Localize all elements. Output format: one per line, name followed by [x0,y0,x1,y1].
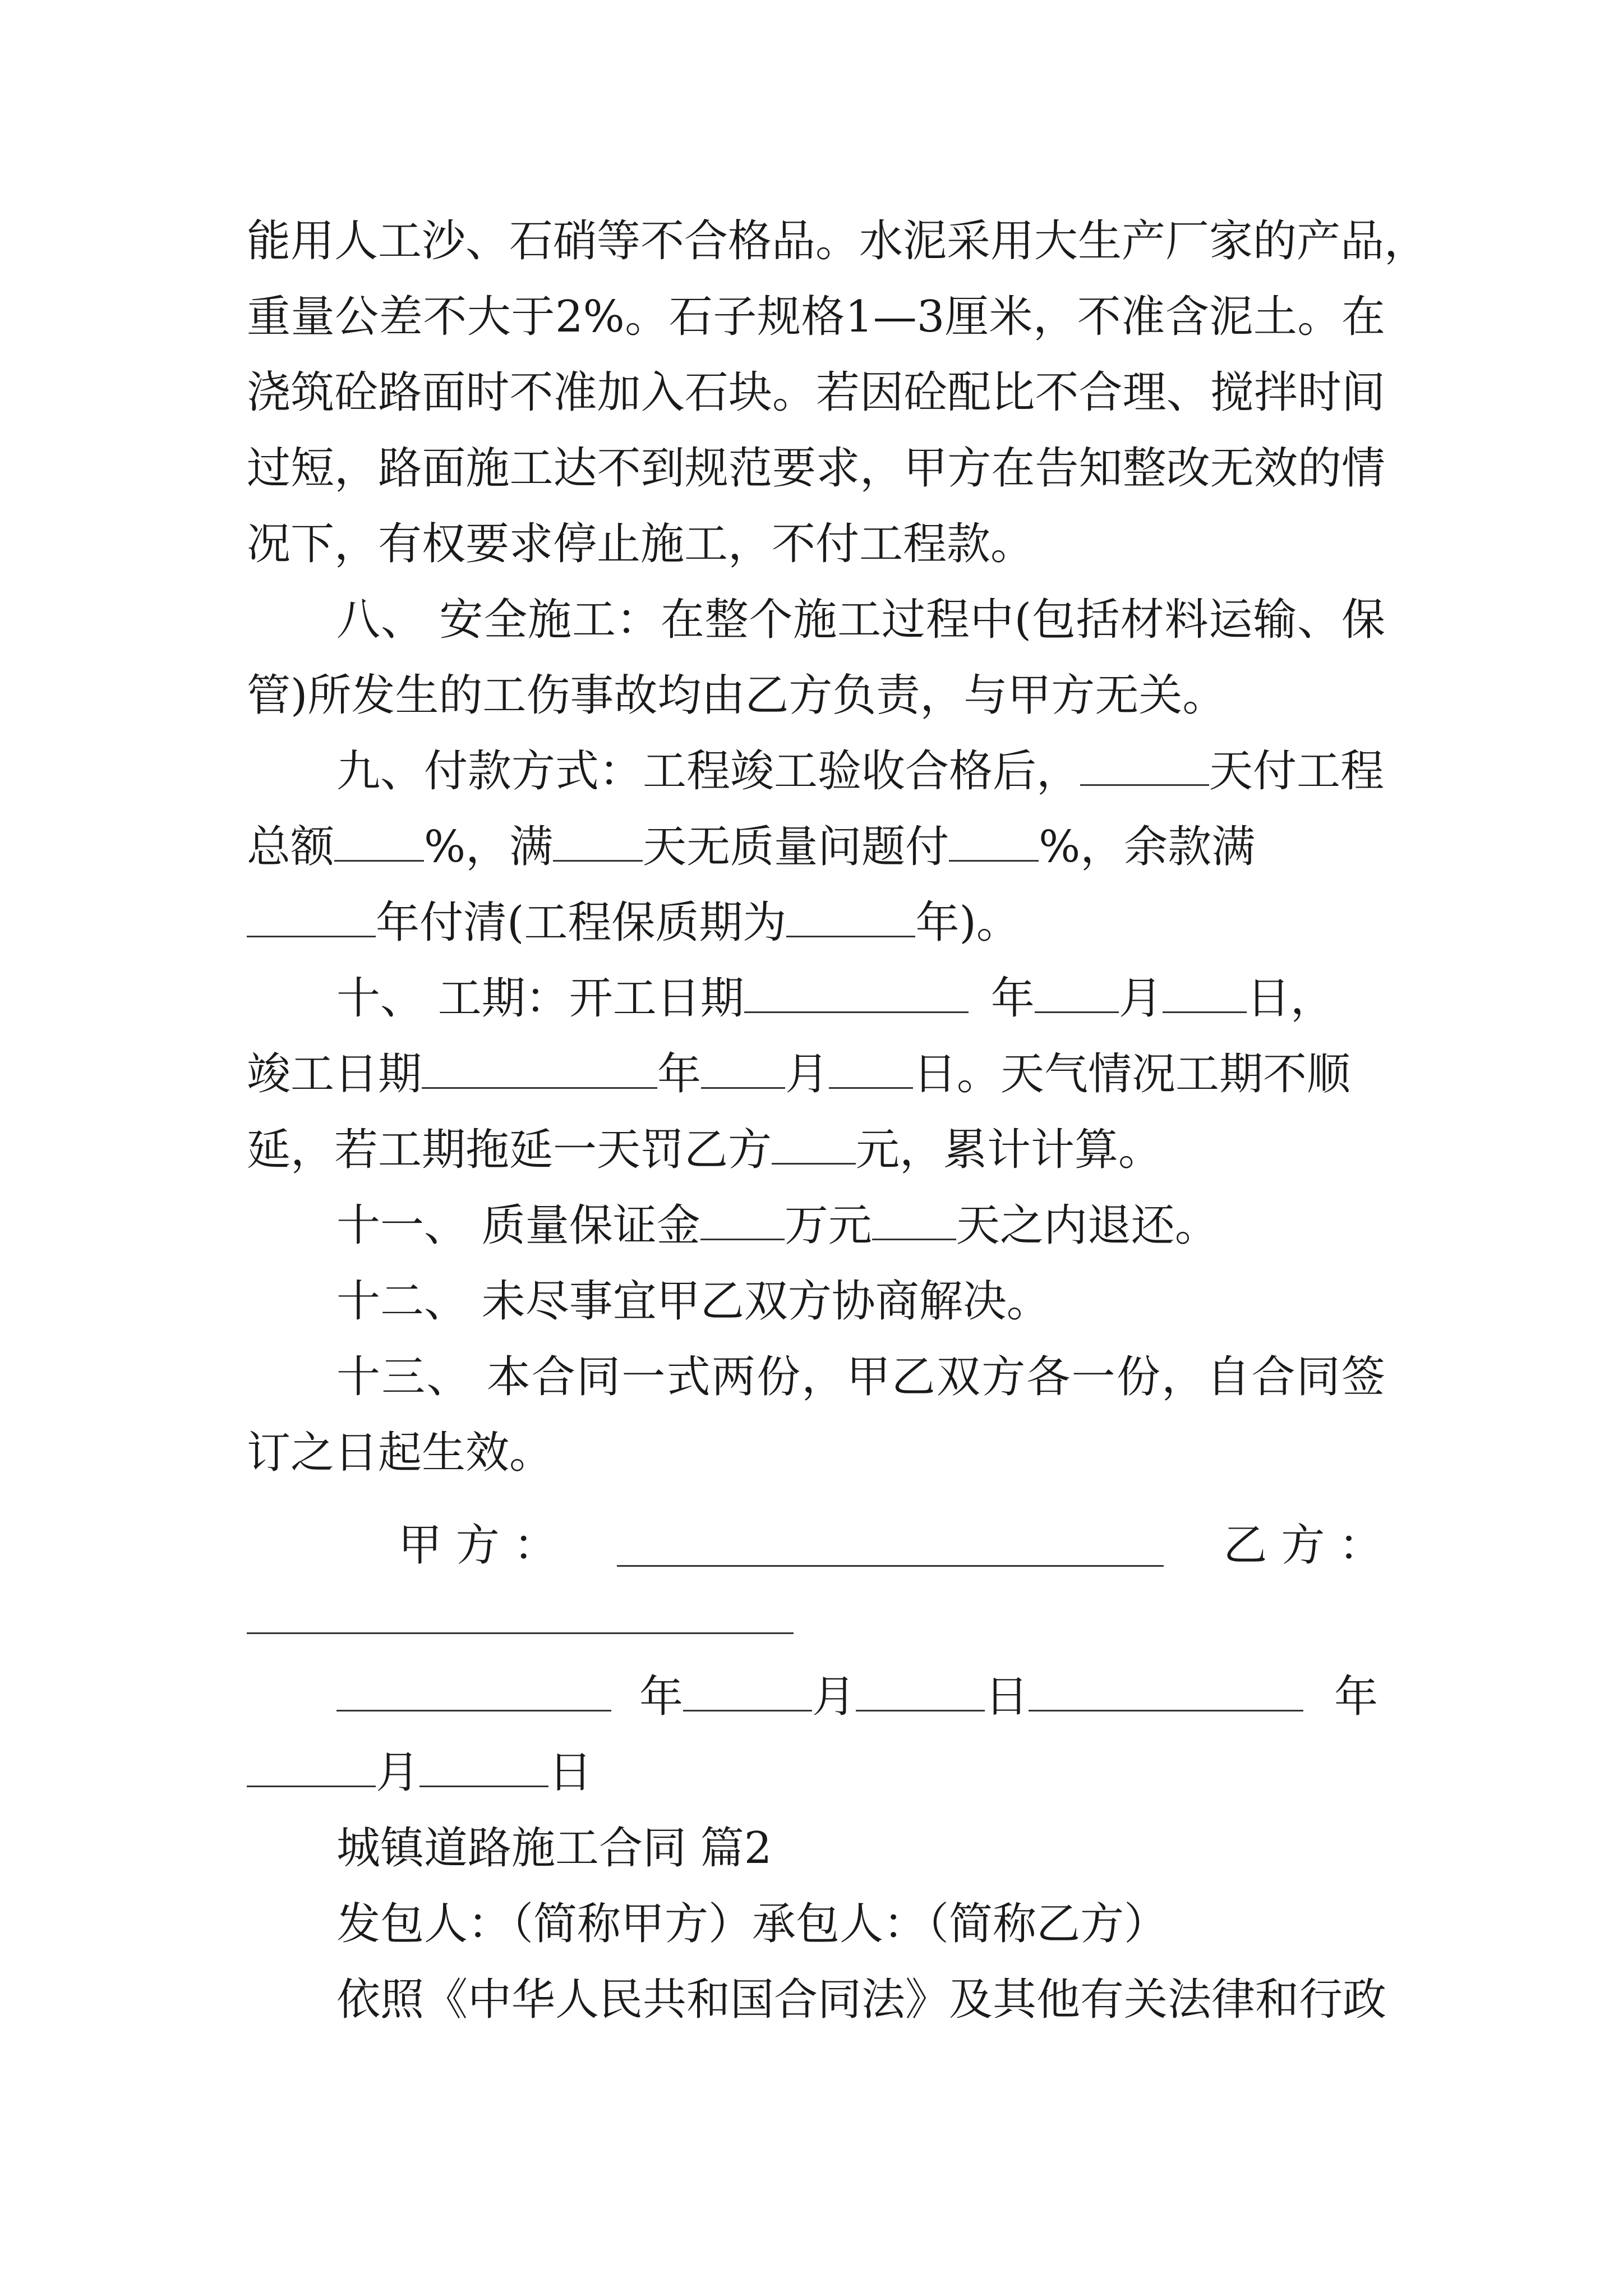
text: 九、付款方式：工程竣工验收合格后， [336,746,1081,797]
text: 天无质量问题付 [643,822,949,872]
blank-field [700,1202,785,1240]
paragraph-line [247,819,1385,875]
party-b-label: 乙 方 ： [1223,1520,1382,1571]
text: 日 [985,1672,1029,1722]
text: 总额 [247,822,335,872]
clause-8: 八、 安全施工：在整个施工过程中(包括材料运输、保 [336,595,1385,645]
blank-field [1080,747,1209,786]
paragraph-line: 管)所发生的工伤事故均由乙方负责，与甲方无关。 [247,670,1227,721]
text: %，满 [424,822,554,872]
clause-11 [336,1198,1385,1254]
blank-field [334,823,424,862]
text: 日。天气情况工期不顺 [913,1049,1351,1099]
section-title: 城镇道路施工合同 篇2 [336,1823,772,1874]
text: 月 [1118,973,1163,1024]
text: 竣工日期 [247,1049,422,1099]
paragraph-line: 订之日起生效。 [247,1428,554,1478]
clause-13: 十三、 本合同一式两份，甲乙双方各一份，自合同签 [336,1352,1385,1402]
text: 年 [990,973,1035,1024]
text: 十一、 质量保证金 [336,1200,700,1251]
paragraph-line [247,1122,1385,1178]
blank-field [247,899,376,937]
text: 天之内退还。 [956,1200,1219,1251]
blank-field [1163,974,1247,1013]
blank-field [683,1673,812,1711]
text: 天付工程 [1209,746,1385,797]
blank-field [744,974,969,1013]
text: 元，累计计算。 [856,1125,1163,1175]
blank-field [1035,974,1119,1013]
paragraph-line: 浇筑砼路面时不准加入石块。若因砼配比不合理、搅拌时间 [247,367,1385,418]
text: 年 [1334,1672,1378,1722]
text: 年付清(工程保质期为 [376,898,787,948]
clause-12: 十二、 未尽事宜甲乙双方协商解决。 [336,1276,1050,1327]
text: 万元 [784,1200,872,1251]
blank-field [553,823,643,862]
clause-9 [336,743,1385,799]
parties-line: 发包人：（简称甲方）承包人：（简称乙方） [336,1899,1168,1949]
party-a-signature-line [617,1565,1164,1567]
blank-field [247,1749,376,1787]
signature-date-row [247,1745,1385,1801]
text: %，余款满 [1039,822,1256,872]
text: 延，若工期拖延一天罚乙方 [247,1125,772,1175]
blank-field [1029,1673,1303,1711]
blank-field [419,1749,548,1787]
text: 日 [548,1747,593,1798]
paragraph-line [247,1046,1385,1102]
text: 日， [1246,973,1334,1024]
text: 月 [785,1049,829,1099]
paragraph-line: 况下，有权要求停止施工，不付工程款。 [247,519,1035,569]
signature-date-row [336,1669,1385,1725]
blank-field [422,1050,657,1089]
blank-field [786,899,915,937]
text: 年 [657,1049,702,1099]
paragraph-line [247,895,1385,951]
blank-field [772,1126,856,1165]
blank-field [872,1202,956,1240]
blank-field [829,1050,913,1089]
text: 年 [639,1672,684,1722]
party-a-label: 甲 方 ： [398,1520,557,1571]
paragraph-line: 依照《中华人民共和国合同法》及其他有关法律和行政 [336,1975,1387,2025]
paragraph-line: 能用人工沙、石硝等不合格品。水泥采用大生产厂家的产品， [247,216,1428,266]
text: 年)。 [915,898,1020,948]
text: 月 [812,1672,856,1722]
paragraph-line: 过短，路面施工达不到规范要求，甲方在告知整改无效的情 [247,443,1385,494]
text: 月 [376,1747,420,1798]
blank-field [701,1050,785,1089]
blank-field [856,1673,985,1711]
paragraph-line: 重量公差不大于2%。石子规格1—3厘米，不准含泥土。在 [247,292,1385,342]
blank-field [949,823,1039,862]
party-b-signature-line [247,1632,794,1634]
clause-10 [336,970,1385,1027]
text: 十、 工期：开工日期 [336,973,744,1024]
blank-field [336,1673,611,1711]
